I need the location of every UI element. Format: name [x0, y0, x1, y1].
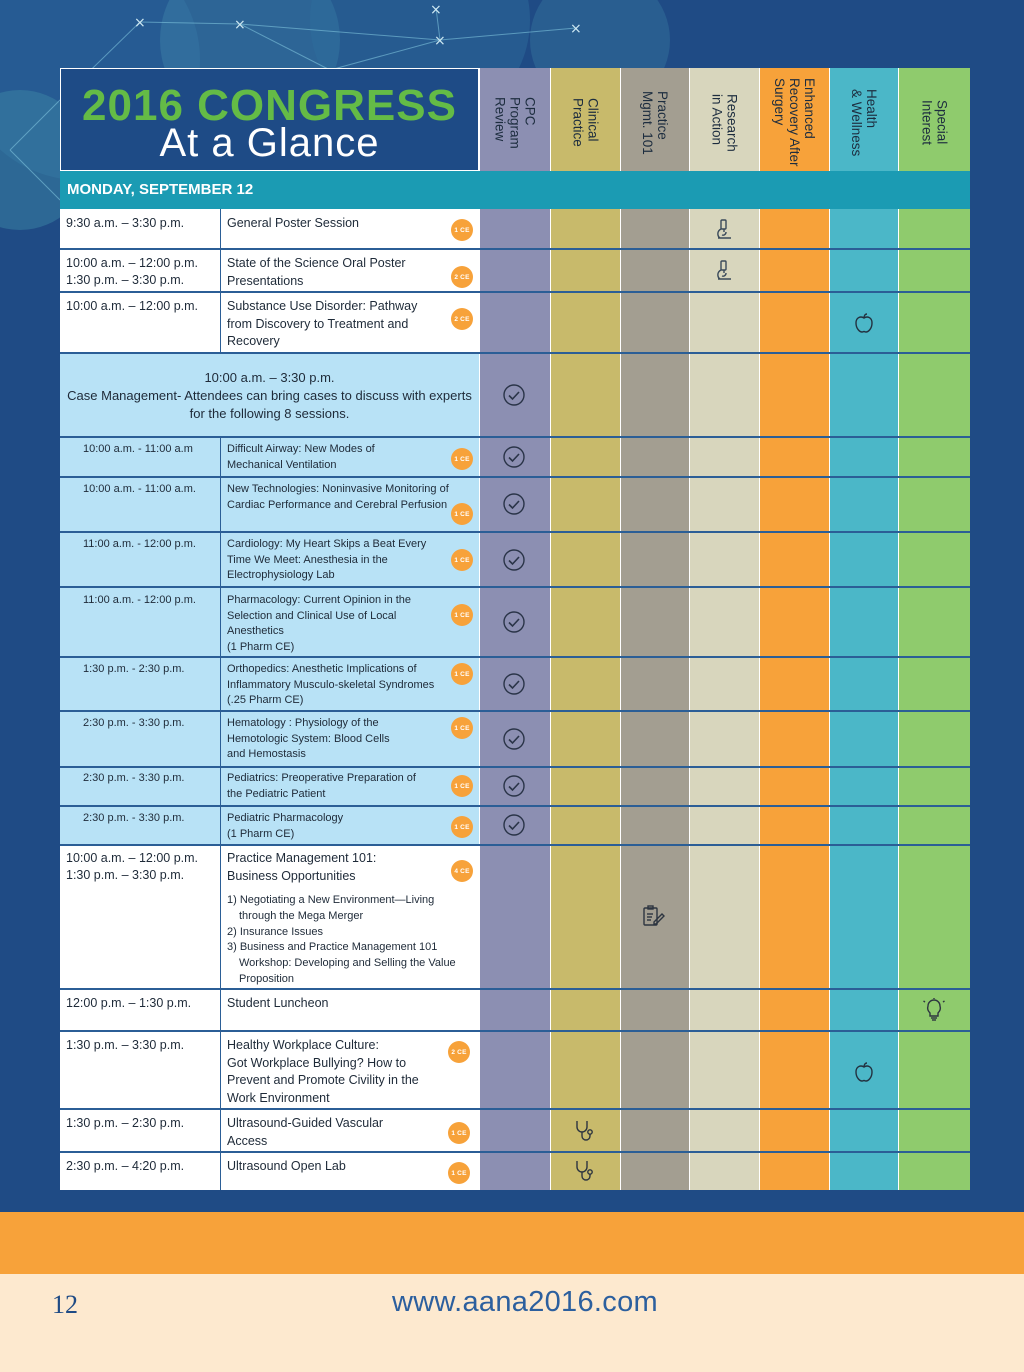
ce-badge: 2 CE — [451, 308, 473, 330]
ce-badge: 1 CE — [451, 604, 473, 626]
footer-url[interactable]: www.aana2016.com — [392, 1286, 658, 1318]
row-divider — [60, 476, 970, 478]
session-title: Cardiology: My Heart Skips a Beat Every Time We Meet: Anesthesia in the Electrophysiology Lab — [227, 538, 427, 581]
checkmark-circle-icon — [502, 548, 526, 572]
row-divider — [60, 766, 970, 768]
ce-badge: 1 CE — [451, 503, 473, 525]
session-time: 10:00 a.m. – 12:00 p.m. 1:30 p.m. – 3:30 p.m. — [66, 851, 199, 882]
session-title: Pharmacology: Current Opinion in the Selection and Clinical Use of Local Anesthetics (1 Pharm CE) — [227, 594, 412, 653]
session-title: Student Luncheon — [227, 996, 329, 1010]
ce-badge: 2 CE — [451, 266, 473, 288]
row-divider — [60, 291, 970, 293]
lightbulb-icon — [922, 998, 946, 1022]
ce-badge: 1 CE — [448, 1122, 470, 1144]
column-header: Special Interest — [919, 99, 950, 146]
session-time: 9:30 a.m. – 3:30 p.m. — [66, 216, 185, 230]
session-title: Hematology : Physiology of the Hemotologic System: Blood Cells and Hemostasis — [227, 717, 390, 760]
ce-badge: 1 CE — [451, 775, 473, 797]
ce-badge: 1 CE — [451, 549, 473, 571]
session-time: 2:30 p.m. – 4:20 p.m. — [66, 1159, 185, 1173]
row-divider — [60, 1030, 970, 1032]
column-header: Practice Mgmt. 101 — [640, 90, 670, 155]
session-time: 11:00 a.m. - 12:00 p.m. — [83, 594, 196, 606]
checkmark-circle-icon — [502, 610, 526, 634]
session-title: Ultrasound-Guided Vascular Access — [227, 1116, 384, 1148]
apple-icon — [852, 1060, 876, 1084]
list-item: 2) Insurance Issues — [227, 925, 323, 938]
checkmark-circle-icon — [502, 774, 526, 798]
checkmark-circle-icon — [502, 813, 526, 837]
column-enhanced-recovery — [759, 68, 829, 1190]
column-header: Health & Wellness — [849, 88, 879, 157]
svg-text:×: × — [134, 15, 146, 31]
session-title: Difficult Airway: New Modes of Mechanical Ventilation — [227, 443, 375, 471]
session-time: 10:00 a.m. – 12:00 p.m. — [66, 299, 199, 313]
column-header: Clinical Practice — [570, 98, 601, 147]
list-item: 1) Negotiating a New Environment—Living through the Mega Merger — [227, 894, 435, 922]
session-title: Practice Management 101: Business Opportunities — [227, 851, 377, 883]
row-divider — [60, 531, 970, 533]
row-divider — [60, 1108, 970, 1110]
day-header: MONDAY, SEPTEMBER 12 — [67, 181, 254, 198]
session-title: New Technologies: Noninvasive Monitoring of Cardiac Performance and Cerebral Perfusion — [227, 483, 449, 511]
session-time: 10:00 a.m. - 11:00 a.m — [83, 443, 193, 455]
session-time: 2:30 p.m. - 3:30 p.m. — [83, 772, 185, 784]
session-time: 1:30 p.m. - 2:30 p.m. — [83, 663, 185, 675]
column-practice-mgmt — [620, 68, 689, 1190]
ce-badge: 2 CE — [448, 1041, 470, 1063]
svg-text:×: × — [430, 2, 442, 18]
row-divider — [60, 586, 970, 588]
checkmark-circle-icon — [502, 445, 526, 469]
case-management-note: 10:00 a.m. – 3:30 p.m. Case Management- Attendees can bring cases to discuss with experts for the following 8 sessions. — [67, 370, 472, 421]
session-block — [227, 850, 472, 988]
session-time: 2:30 p.m. - 3:30 p.m. — [83, 812, 185, 824]
apple-icon — [852, 311, 876, 335]
column-header: Research in Action — [709, 93, 740, 152]
session-item-list — [227, 893, 472, 988]
stethoscope-icon — [572, 1119, 596, 1143]
column-header: CPC Program Review — [492, 96, 538, 149]
session-time: 12:00 p.m. – 1:30 p.m. — [66, 996, 192, 1010]
column-clinical-practice — [550, 68, 620, 1190]
column-health-wellness — [829, 68, 898, 1190]
row-divider — [60, 710, 970, 712]
page-title: 2016 CONGRESS — [82, 81, 457, 130]
ce-badge: 1 CE — [448, 1162, 470, 1184]
svg-text:×: × — [570, 21, 582, 37]
session-title: Pediatrics: Preoperative Preparation of the Pediatric Patient — [227, 772, 416, 800]
checkmark-circle-icon — [502, 492, 526, 516]
session-time: 10:00 a.m. - 11:00 a.m. — [83, 483, 196, 495]
svg-text:×: × — [434, 33, 446, 49]
divider — [220, 437, 221, 1190]
microscope-icon — [712, 218, 736, 242]
ce-badge: 1 CE — [451, 717, 473, 739]
session-time: 11:00 a.m. - 12:00 p.m. — [83, 538, 196, 550]
microscope-icon — [712, 259, 736, 283]
session-time: 1:30 p.m. – 2:30 p.m. — [66, 1116, 185, 1130]
footer-orange-band — [0, 1212, 1024, 1274]
row-divider — [60, 656, 970, 658]
column-header: Enhanced Recovery After Surgery — [772, 78, 817, 167]
ce-badge: 1 CE — [451, 448, 473, 470]
session-time: 1:30 p.m. – 3:30 p.m. — [66, 1038, 185, 1052]
divider — [220, 209, 221, 353]
session-title: Orthopedics: Anesthetic Implications of Inflammatory Musculo-skeletal Syndromes (.25 Pharm CE) — [227, 663, 435, 706]
session-title: Ultrasound Open Lab — [227, 1159, 346, 1173]
ce-badge: 1 CE — [451, 219, 473, 241]
row-divider — [60, 844, 970, 846]
clipboard-pen-icon — [641, 904, 665, 928]
row-divider — [60, 352, 970, 354]
ce-badge: 1 CE — [451, 663, 473, 685]
title-box — [60, 68, 479, 171]
ce-badge: 4 CE — [451, 860, 473, 882]
checkmark-circle-icon — [502, 672, 526, 696]
page-subtitle: At a Glance — [159, 121, 380, 165]
row-divider — [60, 1151, 970, 1153]
session-time: 10:00 a.m. – 12:00 p.m. 1:30 p.m. – 3:30 p.m. — [66, 256, 199, 287]
day-header-bar — [60, 171, 970, 209]
ce-badge: 1 CE — [451, 816, 473, 838]
row-divider — [60, 805, 970, 807]
svg-text:×: × — [234, 17, 246, 33]
checkmark-circle-icon — [502, 383, 526, 407]
session-title: General Poster Session — [227, 216, 360, 230]
stethoscope-icon — [572, 1159, 596, 1183]
row-divider — [60, 248, 970, 250]
session-time: 2:30 p.m. - 3:30 p.m. — [83, 717, 185, 729]
session-title: Substance Use Disorder: Pathway from Discovery to Treatment and Recovery — [227, 299, 418, 348]
row-divider — [60, 988, 970, 990]
session-title: State of the Science Oral Poster Presentations — [227, 256, 406, 288]
list-item: 3) Business and Practice Management 101 Workshop: Developing and Selling the Value Proposition — [227, 941, 456, 985]
session-title: Healthy Workplace Culture: Got Workplace Bullying? How to Prevent and Promote Civility in the Work Environment — [227, 1038, 419, 1105]
session-title: Pediatric Pharmacology (1 Pharm CE) — [227, 812, 344, 840]
checkmark-circle-icon — [502, 727, 526, 751]
row-divider — [60, 436, 970, 438]
page-number: 12 — [52, 1290, 78, 1319]
